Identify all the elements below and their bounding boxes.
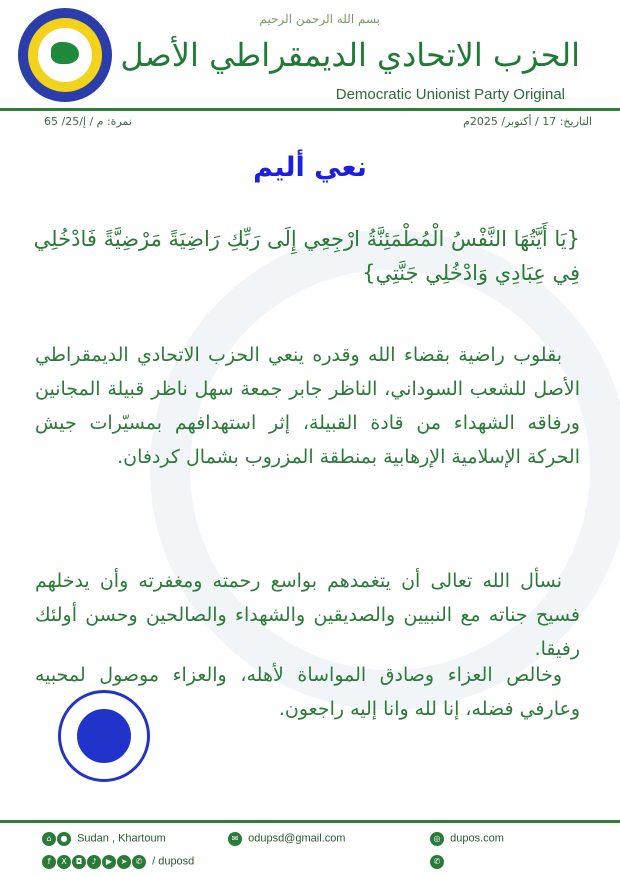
paragraph-announcement: بقلوب راضية بقضاء الله وقدره ينعي الحزب الاتحادي الديمقراطي الأصل للشعب السوداني، الناظر جابر جمعة سهل ناظر قبيلة المجانين ورفاقه الشهداء من قادة القبيلة، إثر استهدافهم بمسيّرات جيش الحركة الإسلامية الإرهابية بمنطقة المزروب بشمال كردفان. xyxy=(35,344,580,468)
email-icon: ✉ xyxy=(228,832,242,846)
party-name-arabic: الحزب الاتحادي الديمقراطي الأصل xyxy=(120,36,580,74)
footer-divider xyxy=(0,820,620,823)
reference-number: نمرة: م / إ/25/ 65 xyxy=(44,115,132,128)
paragraph-prayer: نسأل الله تعالى أن يتغمدهم بواسع رحمته ومغفرته وأن يدخلهم فسيح جناته مع النبيين والصديقين والشهداء والصالحين وحسن أولئك رفيقا. xyxy=(35,570,580,660)
header-divider xyxy=(0,108,620,111)
official-stamp xyxy=(58,690,150,782)
phone-icon: ✆ xyxy=(430,855,444,869)
document-date: التاريخ: 17 / أكتوبر/ 2025م xyxy=(463,115,592,128)
x-icon[interactable]: X xyxy=(57,855,71,869)
footer-phone xyxy=(430,851,445,870)
rhino-icon xyxy=(51,42,79,64)
quran-verse: {يَا أَيَّتُهَا النَّفْسُ الْمُطْمَئِنَّةُ ارْجِعِي إِلَى رَبِّكِ رَاضِيَةً مَرْضِيَّةً فَادْخُلِي فِي عِبَادِي وَادْخُلِي جَنَّتِي} xyxy=(33,227,580,285)
location-icon: ● xyxy=(57,832,71,846)
youtube-icon[interactable]: ▶ xyxy=(102,855,116,869)
home-icon: ⌂ xyxy=(42,832,56,846)
facebook-icon[interactable]: f xyxy=(42,855,56,869)
footer-email[interactable]: ✉ odupsd@gmail.com xyxy=(228,828,345,847)
instagram-icon[interactable]: ◘ xyxy=(72,855,86,869)
globe-icon: ◎ xyxy=(430,832,444,846)
party-logo xyxy=(18,8,112,102)
page-title: نعي أليم xyxy=(253,152,367,183)
telegram-icon[interactable]: ➤ xyxy=(117,855,131,869)
paragraph-condolence: وخالص العزاء وصادق المواساة لأهله، والعزاء موصول لمحبيه وعارفي فضله، إنا لله وانا إليه راجعون. xyxy=(35,664,580,720)
footer-website[interactable]: ◎ dupos.com xyxy=(430,828,504,847)
tiktok-icon[interactable]: ♪ xyxy=(87,855,101,869)
party-name-english: Democratic Unionist Party Original xyxy=(335,86,565,103)
basmala: بسم الله الرحمن الرحيم xyxy=(259,12,380,26)
footer-social: f X ◘ ♪ ▶ ➤ ✆ / duposd xyxy=(42,851,194,870)
whatsapp-icon[interactable]: ✆ xyxy=(132,855,146,869)
footer-address: ⌂ ● Sudan , Khartoum xyxy=(42,828,166,847)
